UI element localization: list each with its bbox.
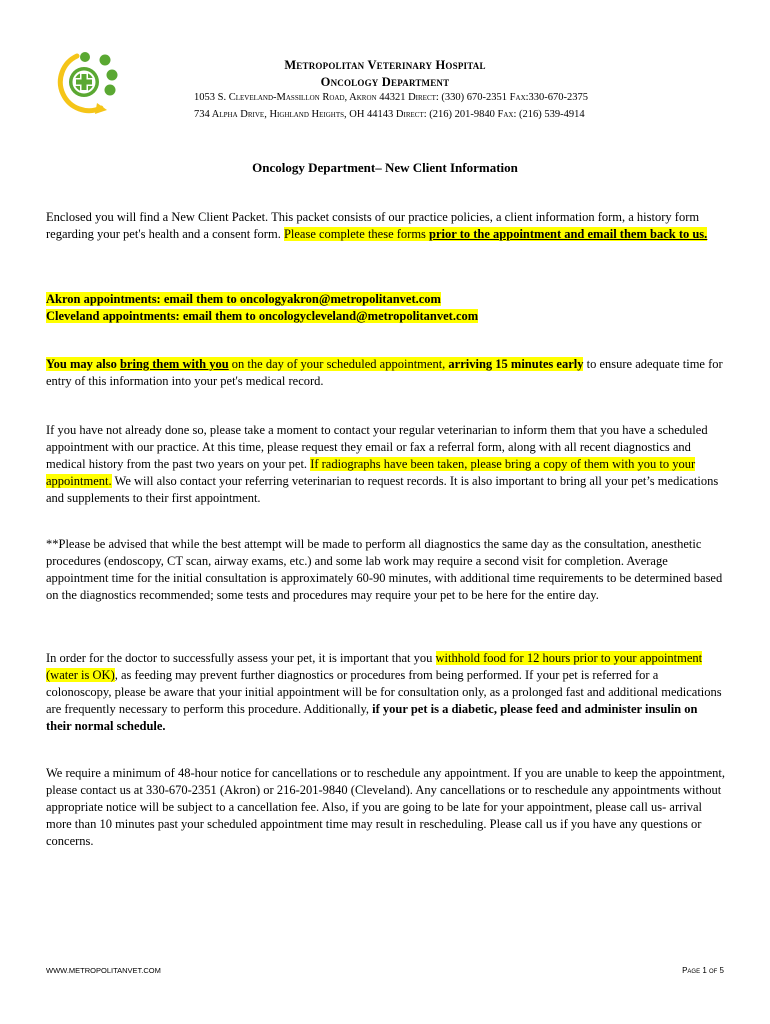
bring-end: to ensure adequate time for entry of this information into your pet's medical record. [46,357,723,388]
diabetic-note: if your pet is a diabetic, please feed and administer insulin on their normal schedule. [46,702,698,733]
referral-text: If you have not already done so, please take a moment to contact your regular veterinarian to inform them that you have a scheduled appointment with our practice. At this time, please request they email or fax a referral form, along with all recent diagnostics and medical history from the past two years on your pet. [46,423,708,471]
cleveland-email-line: Cleveland appointments: email them to oncologycleveland@metropolitanvet.com [46,309,479,323]
highland-heights-address: 734 Alpha Drive, Highland Heights, OH 44143 Direct: (216) 201-9840 Fax: (216) 539-4914 [194,109,585,120]
radiographs-highlight: If radiographs have been taken, please bring a copy of them with you to your appointment. [46,457,696,488]
arrive-early: arriving 15 minutes early [448,357,584,371]
akron-address: 1053 S. Cleveland-Massillon Road, Akron 44321 Direct: (330) 670-2351 Fax:330-670-2375 [194,92,589,103]
intro-highlight: Please complete these forms [283,227,430,241]
letterhead [0,57,770,91]
paragraph-cancellation: We require a minimum of 48-hour notice for cancellations or to reschedule any appointment. If you are unable to keep the appointment, please contact us at 330-670-2351 (Akron) or 216-201-9840 (Cleveland). Any cancellations or to reschedule any appointments without appropriate notice will be subject to a cancellation fee. Also, if you are going to be late for your appointment, please call us- arrival more than 10 minutes past your scheduled appointment time may result in rescheduling. Please call us if you have any questions or concerns. [46,766,725,848]
withhold-food-highlight: withhold food for 12 hours prior to your appointment (water is OK) [46,651,703,682]
referral-end: We will also contact your referring veterinarian to request records. It is also important to bring all your pet’s medications and supplements to their first appointment. [46,474,719,505]
paragraph-referral [46,422,726,507]
document-title: Oncology Department– New Client Information [252,160,518,175]
paragraph-bring [46,356,726,390]
page-number: Page 1 of 5 [682,966,724,975]
bring-lead: You may also [46,357,120,371]
footer-website: WWW.METROPOLITANVET.COM [46,966,161,975]
bring-middle: on the day of your scheduled appointment, [228,357,449,371]
fasting-middle: , as feeding may prevent further diagnostics or procedures from being performed. If your pet is referred for a colonoscopy, please be aware that your initial appointment will be for consultation only, as a prolonged fast and additional medications are frequently necessary to perform this procedure. Additionally, [46,668,722,716]
paragraph-intro [46,209,726,243]
paragraph-email [46,291,726,325]
akron-email-line: Akron appointments: email them to oncologyakron@metropolitanvet.com [46,292,441,306]
bring-them: bring them with you [119,357,229,371]
department-name: Oncology Department [320,75,450,89]
hospital-name: Metropolitan Veterinary Hospital [284,58,486,72]
paragraph-advisory: **Please be advised that while the best attempt will be made to perform all diagnostics the same day as the consultation, anesthetic procedures (endoscopy, CT scan, airway exams, etc.) and some lab work may require a second visit for completion. Average appointment time for the initial consultation is approximately 60-90 minutes, with additional time requirements to be determined based on the diagnostics recommended; some tests and procedures may require your pet to be here for the entire day. [46,537,723,602]
intro-text: Enclosed you will find a New Client Packet. This packet consists of our practice policies, a client information form, a history form regarding your pet's health and a consent form. [46,210,700,241]
fasting-text: In order for the doctor to successfully assess your pet, it is important that you [46,651,436,665]
intro-deadline: prior to the appointment and email them back to us. [429,227,708,241]
paragraph-fasting [46,650,726,735]
